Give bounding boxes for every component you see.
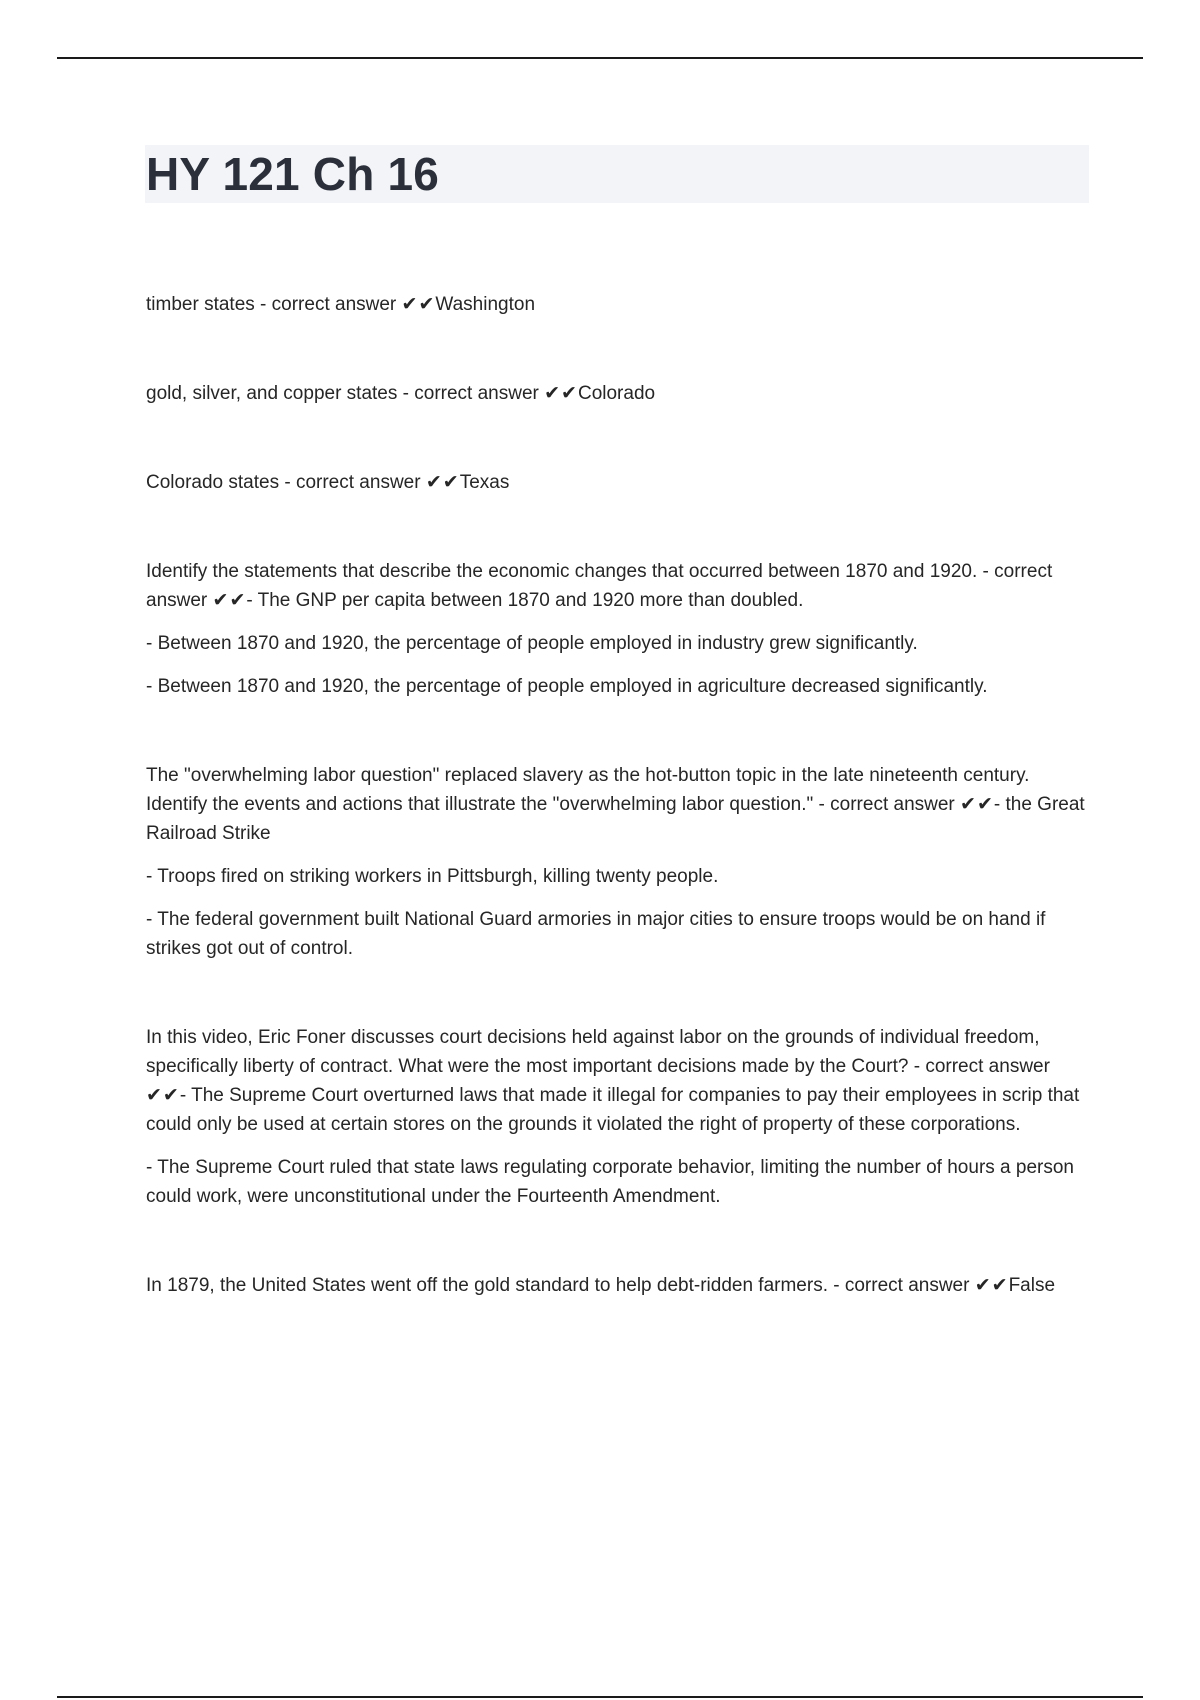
qa-list [146, 290, 1086, 1360]
answer-separator: - correct answer [908, 1056, 1050, 1077]
bottom-divider [57, 1696, 1143, 1698]
qa-question-answer [146, 1023, 1086, 1139]
qa-item [146, 761, 1086, 963]
question-text: In this video, Eric Foner discusses court decisions held against labor on the grounds of individual freedom, specifically liberty of contract. What were the most important decisions made by the Court? [146, 1027, 1040, 1077]
qa-item [146, 557, 1086, 701]
question-text: timber states [146, 294, 255, 315]
check-icon: ✔✔ [146, 1085, 180, 1106]
answer-separator: - correct answer [397, 383, 545, 404]
top-divider [57, 57, 1143, 59]
qa-item [146, 1023, 1086, 1211]
check-icon: ✔✔ [974, 1275, 1009, 1296]
answer-extra-line: - The federal government built National Guard armories in major cities to ensure troops would be on hand if strikes got out of control. [146, 909, 1046, 959]
answer-separator: - correct answer [827, 1275, 975, 1296]
question-text: Identify the statements that describe the economic changes that occurred between 1870 and 1920. [146, 561, 978, 582]
answer-extra-line: - Between 1870 and 1920, the percentage of people employed in industry grew significantly. [146, 633, 918, 654]
qa-question-answer [146, 557, 1086, 615]
answer-extra-line: - The Supreme Court ruled that state laws regulating corporate behavior, limiting the number of hours a person could work, were unconstitutional under the Fourteenth Amendment. [146, 1157, 1074, 1207]
check-icon: ✔✔ [425, 472, 460, 493]
check-icon: ✔✔ [960, 794, 994, 815]
answer-text: Colorado [577, 383, 656, 404]
question-text: The "overwhelming labor question" replaced slavery as the hot-button topic in the late nineteenth century. Identify the events and actions that illustrate the "overwhelming labor question." [146, 765, 1030, 815]
answer-text: - the Great Railroad Strike [146, 794, 1085, 844]
qa-question-answer [146, 761, 1086, 848]
qa-question-answer [146, 1271, 1086, 1300]
question-text: Colorado states [146, 472, 280, 493]
answer-text: - The GNP per capita between 1870 and 1920 more than doubled. [246, 590, 804, 611]
answer-text: Washington [435, 294, 536, 315]
answer-text: - The Supreme Court overturned laws that made it illegal for companies to pay their employees in scrip that could only be used at certain stores on the grounds it violated the right of property of these corporations. [146, 1085, 1080, 1135]
check-icon: ✔✔ [212, 590, 247, 611]
answer-separator: - correct answer [254, 294, 402, 315]
qa-question-answer [146, 290, 1086, 319]
qa-item [146, 1271, 1086, 1300]
question-text: gold, silver, and copper states [146, 383, 398, 404]
qa-item [146, 379, 1086, 408]
answer-separator: - correct answer [813, 794, 961, 815]
qa-item [146, 290, 1086, 319]
qa-item [146, 468, 1086, 497]
answer-text: False [1008, 1275, 1056, 1296]
qa-question-answer [146, 468, 1086, 497]
page-title: HY 121 Ch 16 [146, 148, 440, 200]
question-text: In 1879, the United States went off the gold standard to help debt-ridden farmers. [146, 1275, 828, 1296]
answer-extra-line: - Troops fired on striking workers in Pittsburgh, killing twenty people. [146, 866, 719, 887]
check-icon: ✔✔ [401, 294, 436, 315]
answer-extra-line: - Between 1870 and 1920, the percentage of people employed in agriculture decreased significantly. [146, 676, 988, 697]
answer-separator: - correct answer [279, 472, 426, 493]
check-icon: ✔✔ [544, 383, 578, 404]
answer-text: Texas [459, 472, 510, 493]
qa-question-answer [146, 379, 1086, 408]
answer-separator: - correct answer [146, 561, 1053, 611]
